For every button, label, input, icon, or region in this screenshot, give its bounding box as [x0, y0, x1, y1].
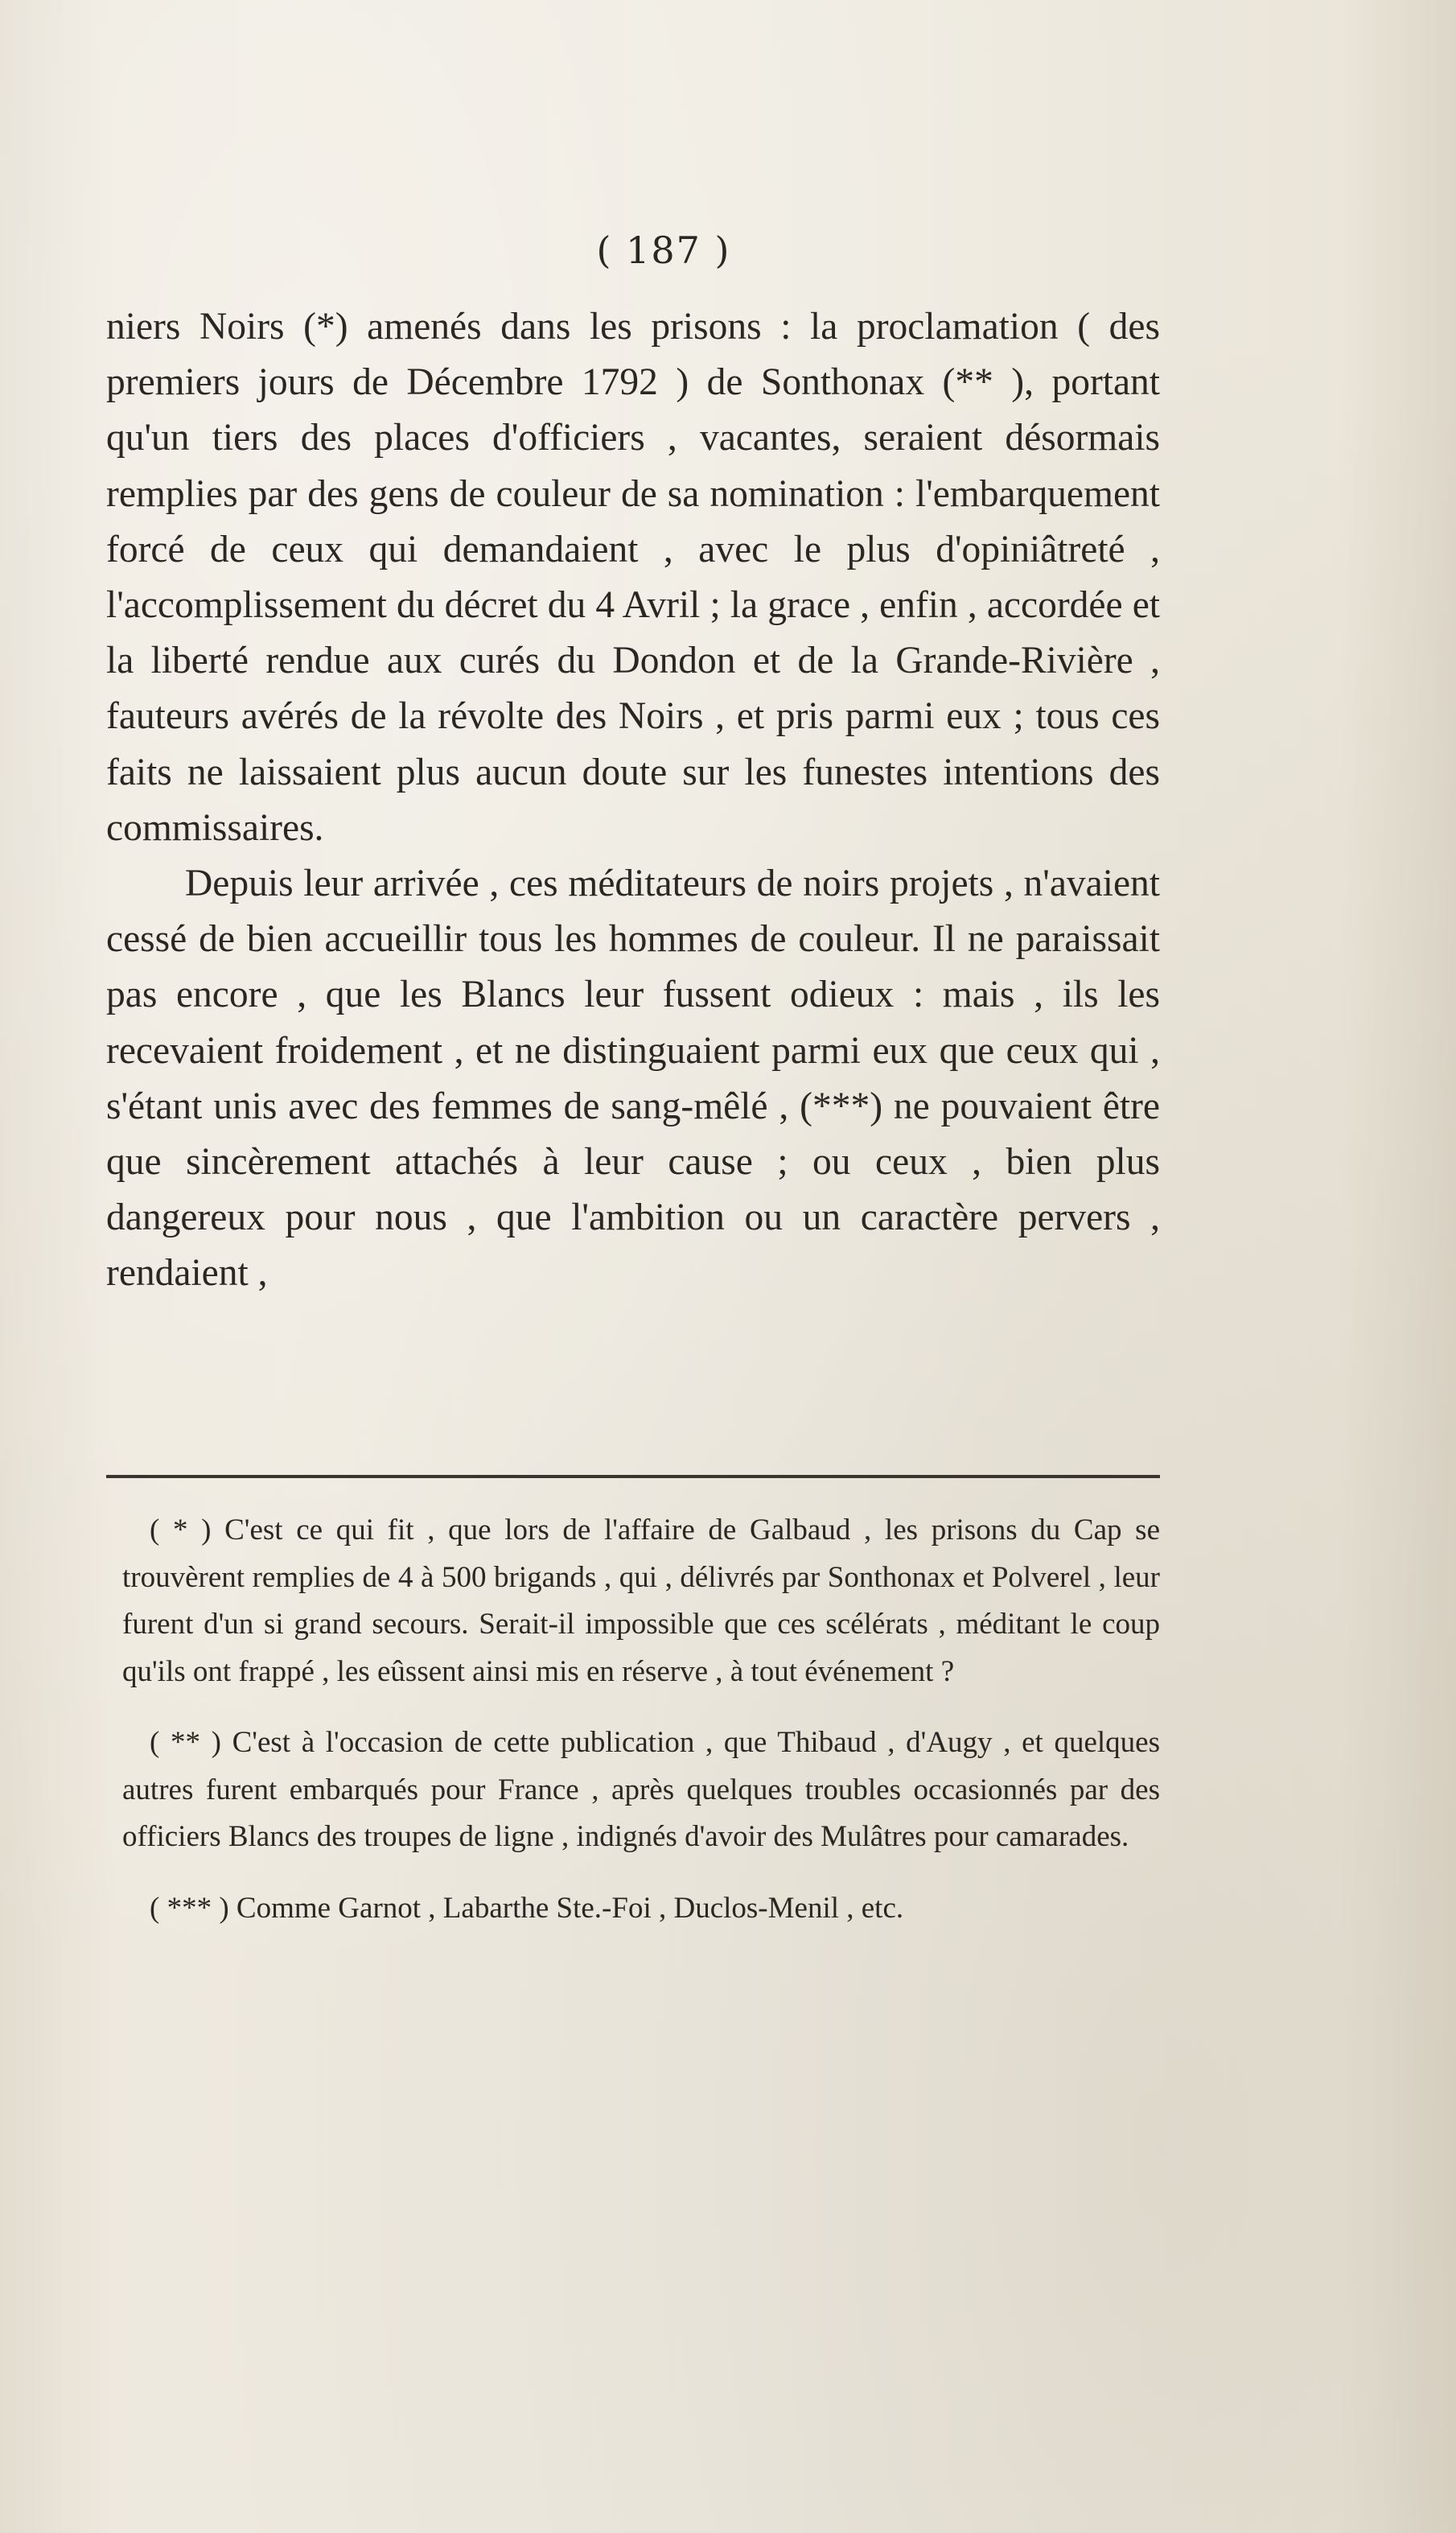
paragraph: Depuis leur arrivée , ces méditateurs de noirs projets , n'avaient cessé de bien accueillir tous les hommes de couleur. Il ne paraissait pas encore , que les Blancs leur fussent odieux : mais , ils les recevaient froidement , et ne distinguaient parmi eux que ceux qui , s'étant unis avec des femmes de sang-mêlé , (***) ne pouvaient être que sincèrement attachés à leur cause ; ou ceux , bien plus dangereux pour nous , que l'ambition ou un caractère pervers , rendaient , — [106, 863, 1160, 1295]
paragraph: niers Noirs (*) amenés dans les prisons : la proclamation ( des premiers jours de Décembre 1792 ) de Sonthonax (** ), portant qu'un tiers des places d'officiers , vacantes, seraient désormais remplies par des gens de couleur de sa nomination : l'embarquement forcé de ceux qui demandaient , avec le plus d'opiniâtreté , l'accomplissement du décret du 4 Avril ; la grace , enfin , accordée et la liberté rendue aux curés du Dondon et de la Grande-Rivière , fauteurs avérés de la révolte des Noirs , et pris parmi eux ; tous ces faits ne laissaient plus aucun doute sur les funestes intentions des commissaires. — [106, 306, 1160, 849]
footnote: ( ** ) C'est à l'occasion de cette publication , que Thibaud , d'Augy , et quelques autres furent embarqués pour France , après quelques troubles occasionnés par des officiers Blancs des troupes de ligne , indignés d'avoir des Mulâtres pour camarades. — [122, 1726, 1160, 1853]
main-text — [106, 299, 1160, 1302]
footnote-divider — [106, 1475, 1160, 1478]
footnotes — [122, 1507, 1160, 1956]
page-number: ( 187 ) — [596, 229, 731, 272]
footnote: ( *** ) Comme Garnot , Labarthe Ste.-Foi , Duclos-Menil , etc. — [150, 1891, 904, 1925]
footnote: ( * ) C'est ce qui fit , que lors de l'affaire de Galbaud , les prisons du Cap se trouvèrent remplies de 4 à 500 brigands , qui , délivrés par Sonthonax et Polverel , leur furent d'un si grand secours. Serait-il impossible que ces scélérats , méditant le coup qu'ils ont frappé , les eûssent ainsi mis en réserve , à tout événement ? — [122, 1514, 1160, 1688]
